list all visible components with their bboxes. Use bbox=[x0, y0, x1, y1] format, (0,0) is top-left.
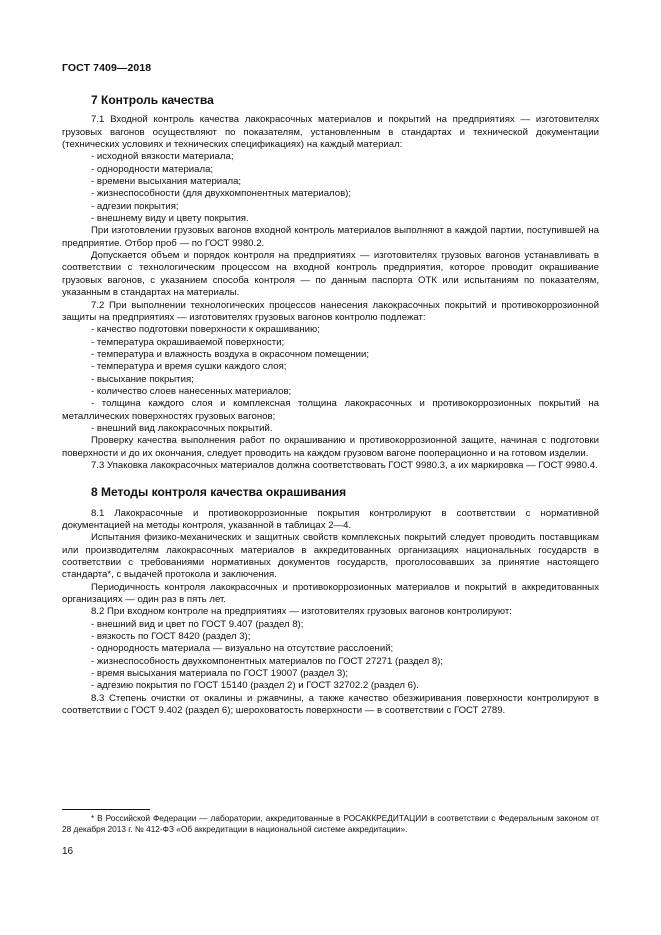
list-item: - внешнему виду и цвету покрытия. bbox=[91, 213, 249, 225]
list-item: - температура окрашиваемой поверхности; bbox=[91, 336, 285, 348]
paragraph-7-1: 7.1 Входной контроль качества лакокрасочных материалов и покрытий на предприятиях — изготовителях грузовых вагонов осуществляют по показателям, установленным в стандартах и технической документации (технических условиях и технических спецификациях) на каждый материал: bbox=[62, 114, 599, 151]
list-item: - качество подготовки поверхности к окрашиванию; bbox=[91, 324, 320, 336]
paragraph-8-3: 8.3 Степень очистки от окалины и ржавчины, а также качество обезжиривания поверхности контролируют в соответствии с ГОСТ 9.402 (раздел 6); шероховатость поверхности — в соответствии с ГОСТ 2789. bbox=[62, 692, 599, 717]
paragraph: Испытания физико-механических и защитных свойств комплексных покрытий следует проводить поставщикам или производителям лакокрасочных материалов в аккредитованных организациях национальных государств в соответствии с требованиями нормативных документов государств, проголосовавших за принятие настоящего стандарта*, с выдачей протокола и заключения. bbox=[62, 532, 599, 581]
paragraph-7-2: 7.2 При выполнении технологических процессов нанесения лакокрасочных покрытий и противокоррозионной защиты на предприятиях — изготовителях грузовых вагонов контролю подлежат: bbox=[62, 299, 599, 323]
paragraph: Периодичность контроля лакокрасочных и противокоррозионных материалов и покрытий в аккредитованных организациях — один раз в пять лет. bbox=[62, 581, 599, 606]
paragraph-8-1: 8.1 Лакокрасочные и противокоррозионные покрытия контролируют в соответствии с нормативной документацией на методы контроля, указанной в таблицах 2—4. bbox=[62, 507, 599, 531]
list-item: - времени высыхания материала; bbox=[91, 176, 242, 188]
page-number: 16 bbox=[62, 846, 74, 857]
footnote-divider bbox=[62, 809, 150, 810]
paragraph: При изготовлении грузовых вагонов входной контроль материалов выполняют в каждой партии, поступившей на предприятие. Отбор проб — по ГОСТ 9980.2. bbox=[62, 225, 599, 249]
list-item: - высыхание покрытия; bbox=[91, 373, 194, 385]
paragraph: Проверку качества выполнения работ по окрашиванию и противокоррозионной защите, начиная с подготовки поверхности и до их окончания, следует проводить на каждом грузовом вагоне пооперационно и на готовом изделии. bbox=[62, 435, 599, 459]
list-item: - исходной вязкости материала; bbox=[91, 151, 234, 163]
paragraph-7-3: 7.3 Упаковка лакокрасочных материалов должна соответствовать ГОСТ 9980.3, а их маркировка — ГОСТ 9980.4. bbox=[91, 459, 598, 471]
document-header: ГОСТ 7409—2018 bbox=[62, 62, 152, 74]
section-7-heading: 7 Контроль качества bbox=[91, 93, 214, 107]
list-item: - температура и влажность воздуха в окрасочном помещении; bbox=[91, 348, 369, 360]
paragraph-8-2: 8.2 При входном контроле на предприятиях — изготовителях грузовых вагонов контролируют: bbox=[91, 606, 512, 618]
list-item: - количество слоев нанесенных материалов; bbox=[91, 385, 292, 397]
list-item: - время высыхания материала по ГОСТ 19007 (раздел 3); bbox=[91, 668, 349, 680]
footnote: * В Российской Федерации — лаборатории, аккредитованные в РОСАККРЕДИТАЦИИ в соответствии с Федеральным законом от 28 декабря 2013 г. № 412-ФЗ «Об аккредитации в национальной системе аккредитации». bbox=[62, 813, 599, 834]
list-item: - однородности материала; bbox=[91, 163, 214, 175]
paragraph: Допускается объем и порядок контроля на предприятиях — изготовителях грузовых вагонов устанавливать в соответствии с технологическим процессом на входной контроль предприятия, которое проводит окрашивание грузовых вагонов, с указанием способа контроля — по данным паспорта ОТК или испытаниям по показателям, указанным в стандартах на материалы. bbox=[62, 250, 599, 299]
page-content bbox=[62, 88, 599, 718]
list-item: - жизнеспособности (для двухкомпонентных материалов); bbox=[91, 188, 352, 200]
list-item: - адгезию покрытия по ГОСТ 15140 (раздел 2) и ГОСТ 32702.2 (раздел 6). bbox=[91, 680, 419, 692]
list-item: - температура и время сушки каждого слоя; bbox=[91, 361, 287, 373]
list-item: - внешний вид и цвет по ГОСТ 9.407 (раздел 8); bbox=[91, 618, 304, 630]
list-item: - внешний вид лакокрасочных покрытий. bbox=[91, 422, 273, 434]
section-8-heading: 8 Методы контроля качества окрашивания bbox=[91, 485, 347, 500]
list-item: - вязкость по ГОСТ 8420 (раздел 3); bbox=[91, 631, 251, 643]
list-item: - однородность материала — визуально на отсутствие расслоений; bbox=[91, 643, 394, 655]
list-item: - жизнеспособность двухкомпонентных материалов по ГОСТ 27271 (раздел 8); bbox=[91, 655, 444, 667]
list-item-wrapped: - толщина каждого слоя и комплексная толщина лакокрасочных и противокоррозионных покрытий на металлических поверхностях грузовых вагонов; bbox=[62, 398, 599, 422]
list-item: - адгезии покрытия; bbox=[91, 200, 179, 212]
